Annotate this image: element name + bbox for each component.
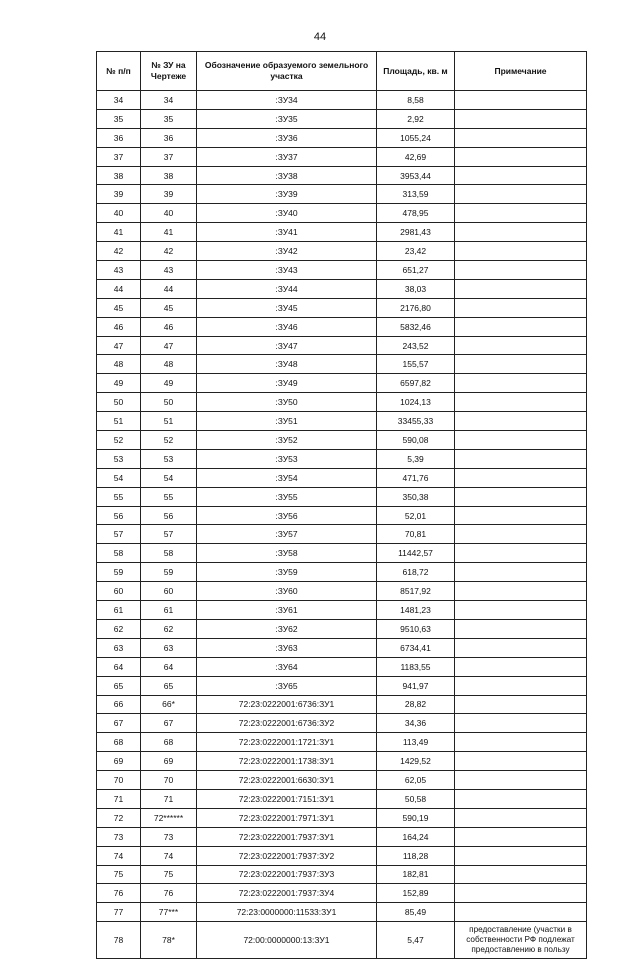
- cell-plot-designation: :ЗУ43: [197, 261, 377, 280]
- cell-plot-designation: :ЗУ65: [197, 676, 377, 695]
- cell-area: 243,52: [377, 336, 455, 355]
- cell-area: 3953,44: [377, 166, 455, 185]
- cell-plot-number: 58: [141, 544, 197, 563]
- cell-area: 52,01: [377, 506, 455, 525]
- cell-row-number: 57: [97, 525, 141, 544]
- table-row: [97, 922, 587, 959]
- cell-area: 2,92: [377, 109, 455, 128]
- cell-plot-number: 66*: [141, 695, 197, 714]
- cell-note: [455, 789, 587, 808]
- cell-note: [455, 393, 587, 412]
- table-row: [97, 374, 587, 393]
- cell-area: 5832,46: [377, 317, 455, 336]
- cell-plot-designation: 72:23:0000000:11533:ЗУ1: [197, 903, 377, 922]
- cell-plot-number: 69: [141, 752, 197, 771]
- cell-plot-designation: :ЗУ40: [197, 204, 377, 223]
- cell-plot-number: 48: [141, 355, 197, 374]
- table-row: [97, 619, 587, 638]
- cell-area: 23,42: [377, 242, 455, 261]
- cell-note: [455, 185, 587, 204]
- table-row: [97, 506, 587, 525]
- cell-plot-designation: :ЗУ53: [197, 449, 377, 468]
- cell-row-number: 34: [97, 91, 141, 110]
- table-row: [97, 393, 587, 412]
- cell-row-number: 56: [97, 506, 141, 525]
- cell-plot-designation: :ЗУ55: [197, 487, 377, 506]
- table-row: [97, 91, 587, 110]
- cell-area: 6597,82: [377, 374, 455, 393]
- cell-plot-number: 54: [141, 468, 197, 487]
- cell-area: 471,76: [377, 468, 455, 487]
- cell-area: 28,82: [377, 695, 455, 714]
- cell-plot-number: 38: [141, 166, 197, 185]
- cell-row-number: 62: [97, 619, 141, 638]
- cell-note: [455, 619, 587, 638]
- cell-note: [455, 506, 587, 525]
- cell-row-number: 46: [97, 317, 141, 336]
- cell-plot-designation: 72:23:0222001:6630:ЗУ1: [197, 771, 377, 790]
- cell-row-number: 39: [97, 185, 141, 204]
- cell-area: 38,03: [377, 279, 455, 298]
- table-body: [97, 91, 587, 959]
- cell-note: [455, 431, 587, 450]
- cell-area: 5,39: [377, 449, 455, 468]
- table-row: [97, 865, 587, 884]
- table-row: [97, 884, 587, 903]
- cell-plot-designation: :ЗУ59: [197, 563, 377, 582]
- cell-row-number: 61: [97, 601, 141, 620]
- cell-row-number: 38: [97, 166, 141, 185]
- cell-note: [455, 657, 587, 676]
- cell-note: [455, 128, 587, 147]
- table-row: [97, 261, 587, 280]
- cell-plot-number: 64: [141, 657, 197, 676]
- cell-plot-designation: :ЗУ62: [197, 619, 377, 638]
- table-row: [97, 449, 587, 468]
- land-plots-table: [96, 51, 587, 959]
- cell-plot-number: 46: [141, 317, 197, 336]
- cell-plot-number: 56: [141, 506, 197, 525]
- cell-plot-number: 77***: [141, 903, 197, 922]
- table-row: [97, 185, 587, 204]
- cell-plot-number: 34: [141, 91, 197, 110]
- table-header-row: [97, 52, 587, 91]
- cell-plot-designation: :ЗУ38: [197, 166, 377, 185]
- cell-row-number: 78: [97, 922, 141, 959]
- cell-plot-number: 40: [141, 204, 197, 223]
- cell-row-number: 74: [97, 846, 141, 865]
- cell-note: [455, 317, 587, 336]
- page-number: 44: [313, 31, 327, 43]
- table-row: [97, 336, 587, 355]
- cell-plot-designation: :ЗУ64: [197, 657, 377, 676]
- cell-plot-designation: 72:00:0000000:13:ЗУ1: [197, 922, 377, 959]
- cell-row-number: 51: [97, 412, 141, 431]
- cell-note: [455, 374, 587, 393]
- cell-note: [455, 449, 587, 468]
- cell-row-number: 53: [97, 449, 141, 468]
- cell-area: 5,47: [377, 922, 455, 959]
- cell-area: 85,49: [377, 903, 455, 922]
- table-row: [97, 279, 587, 298]
- cell-plot-designation: :ЗУ51: [197, 412, 377, 431]
- cell-note: [455, 771, 587, 790]
- cell-plot-designation: :ЗУ58: [197, 544, 377, 563]
- table-row: [97, 128, 587, 147]
- cell-note: [455, 752, 587, 771]
- cell-area: 941,97: [377, 676, 455, 695]
- cell-row-number: 60: [97, 582, 141, 601]
- cell-note: [455, 412, 587, 431]
- cell-plot-number: 73: [141, 827, 197, 846]
- cell-area: 6734,41: [377, 638, 455, 657]
- cell-plot-number: 75: [141, 865, 197, 884]
- cell-row-number: 37: [97, 147, 141, 166]
- cell-area: 651,27: [377, 261, 455, 280]
- cell-plot-designation: :ЗУ37: [197, 147, 377, 166]
- cell-note: [455, 884, 587, 903]
- cell-row-number: 64: [97, 657, 141, 676]
- cell-row-number: 48: [97, 355, 141, 374]
- cell-plot-number: 50: [141, 393, 197, 412]
- cell-row-number: 52: [97, 431, 141, 450]
- cell-plot-number: 51: [141, 412, 197, 431]
- cell-area: 42,69: [377, 147, 455, 166]
- table-row: [97, 827, 587, 846]
- table-row: [97, 109, 587, 128]
- cell-plot-number: 44: [141, 279, 197, 298]
- table-row: [97, 242, 587, 261]
- cell-note: [455, 336, 587, 355]
- table-row: [97, 733, 587, 752]
- cell-area: 118,28: [377, 846, 455, 865]
- table-row: [97, 657, 587, 676]
- cell-plot-designation: 72:23:0222001:6736:ЗУ2: [197, 714, 377, 733]
- cell-note: [455, 582, 587, 601]
- cell-area: 11442,57: [377, 544, 455, 563]
- cell-plot-designation: 72:23:0222001:7151:ЗУ1: [197, 789, 377, 808]
- table-row: [97, 544, 587, 563]
- cell-plot-designation: :ЗУ35: [197, 109, 377, 128]
- cell-plot-number: 43: [141, 261, 197, 280]
- cell-note: [455, 147, 587, 166]
- table-row: [97, 582, 587, 601]
- cell-plot-number: 76: [141, 884, 197, 903]
- table-row: [97, 695, 587, 714]
- cell-plot-number: 42: [141, 242, 197, 261]
- table-row: [97, 223, 587, 242]
- cell-plot-designation: :ЗУ41: [197, 223, 377, 242]
- cell-note: [455, 714, 587, 733]
- table-row: [97, 808, 587, 827]
- cell-note: [455, 298, 587, 317]
- cell-note: [455, 808, 587, 827]
- cell-row-number: 63: [97, 638, 141, 657]
- cell-row-number: 59: [97, 563, 141, 582]
- cell-row-number: 50: [97, 393, 141, 412]
- cell-area: 8,58: [377, 91, 455, 110]
- cell-row-number: 76: [97, 884, 141, 903]
- table-row: [97, 355, 587, 374]
- table-row: [97, 752, 587, 771]
- cell-row-number: 54: [97, 468, 141, 487]
- table-row: [97, 771, 587, 790]
- cell-note: [455, 846, 587, 865]
- cell-area: 313,59: [377, 185, 455, 204]
- cell-note: [455, 544, 587, 563]
- table-row: [97, 714, 587, 733]
- cell-area: 2176,80: [377, 298, 455, 317]
- table-row: [97, 789, 587, 808]
- cell-note: [455, 601, 587, 620]
- cell-row-number: 36: [97, 128, 141, 147]
- cell-row-number: 73: [97, 827, 141, 846]
- table-row: [97, 166, 587, 185]
- cell-plot-designation: 72:23:0222001:7937:ЗУ4: [197, 884, 377, 903]
- cell-area: 2981,43: [377, 223, 455, 242]
- cell-note: [455, 204, 587, 223]
- cell-row-number: 69: [97, 752, 141, 771]
- cell-plot-designation: :ЗУ44: [197, 279, 377, 298]
- cell-note: [455, 355, 587, 374]
- cell-plot-designation: :ЗУ39: [197, 185, 377, 204]
- header-row-number: № п/п: [97, 52, 141, 91]
- cell-note: [455, 223, 587, 242]
- cell-row-number: 72: [97, 808, 141, 827]
- cell-area: 152,89: [377, 884, 455, 903]
- cell-row-number: 55: [97, 487, 141, 506]
- cell-row-number: 47: [97, 336, 141, 355]
- table-row: [97, 487, 587, 506]
- cell-plot-designation: :ЗУ50: [197, 393, 377, 412]
- cell-note: [455, 109, 587, 128]
- table-row: [97, 601, 587, 620]
- cell-plot-number: 74: [141, 846, 197, 865]
- cell-plot-designation: 72:23:0222001:1738:ЗУ1: [197, 752, 377, 771]
- cell-row-number: 77: [97, 903, 141, 922]
- cell-row-number: 67: [97, 714, 141, 733]
- cell-row-number: 58: [97, 544, 141, 563]
- cell-area: 34,36: [377, 714, 455, 733]
- cell-area: 50,58: [377, 789, 455, 808]
- cell-row-number: 71: [97, 789, 141, 808]
- cell-area: 478,95: [377, 204, 455, 223]
- cell-plot-designation: :ЗУ63: [197, 638, 377, 657]
- cell-plot-number: 67: [141, 714, 197, 733]
- cell-plot-designation: :ЗУ45: [197, 298, 377, 317]
- cell-plot-designation: :ЗУ54: [197, 468, 377, 487]
- cell-plot-designation: :ЗУ56: [197, 506, 377, 525]
- cell-note: [455, 563, 587, 582]
- cell-note: [455, 695, 587, 714]
- cell-plot-number: 45: [141, 298, 197, 317]
- table-row: [97, 147, 587, 166]
- cell-note: [455, 91, 587, 110]
- cell-plot-designation: :ЗУ49: [197, 374, 377, 393]
- cell-plot-number: 65: [141, 676, 197, 695]
- cell-plot-number: 78*: [141, 922, 197, 959]
- table-row: [97, 563, 587, 582]
- cell-plot-designation: :ЗУ61: [197, 601, 377, 620]
- cell-plot-designation: 72:23:0222001:7971:ЗУ1: [197, 808, 377, 827]
- table-row: [97, 298, 587, 317]
- cell-note: [455, 166, 587, 185]
- cell-area: 1024,13: [377, 393, 455, 412]
- table-row: [97, 846, 587, 865]
- cell-area: 62,05: [377, 771, 455, 790]
- cell-plot-designation: 72:23:0222001:7937:ЗУ3: [197, 865, 377, 884]
- table-row: [97, 317, 587, 336]
- table-row: [97, 525, 587, 544]
- cell-area: 1055,24: [377, 128, 455, 147]
- cell-plot-designation: :ЗУ47: [197, 336, 377, 355]
- table-row: [97, 431, 587, 450]
- cell-plot-number: 57: [141, 525, 197, 544]
- cell-area: 1481,23: [377, 601, 455, 620]
- cell-plot-designation: 72:23:0222001:7937:ЗУ2: [197, 846, 377, 865]
- cell-plot-designation: :ЗУ34: [197, 91, 377, 110]
- cell-note: [455, 261, 587, 280]
- cell-row-number: 42: [97, 242, 141, 261]
- cell-note: [455, 827, 587, 846]
- cell-plot-number: 63: [141, 638, 197, 657]
- cell-note: [455, 487, 587, 506]
- cell-plot-number: 70: [141, 771, 197, 790]
- cell-area: 9510,63: [377, 619, 455, 638]
- cell-plot-number: 59: [141, 563, 197, 582]
- cell-area: 164,24: [377, 827, 455, 846]
- cell-row-number: 44: [97, 279, 141, 298]
- cell-plot-designation: :ЗУ36: [197, 128, 377, 147]
- cell-row-number: 68: [97, 733, 141, 752]
- cell-plot-number: 60: [141, 582, 197, 601]
- table-row: [97, 903, 587, 922]
- cell-area: 1429,52: [377, 752, 455, 771]
- cell-plot-number: 35: [141, 109, 197, 128]
- cell-plot-designation: 72:23:0222001:7937:ЗУ1: [197, 827, 377, 846]
- cell-area: 618,72: [377, 563, 455, 582]
- cell-note: [455, 468, 587, 487]
- cell-plot-number: 49: [141, 374, 197, 393]
- cell-row-number: 41: [97, 223, 141, 242]
- cell-row-number: 75: [97, 865, 141, 884]
- cell-area: 8517,92: [377, 582, 455, 601]
- cell-row-number: 66: [97, 695, 141, 714]
- cell-note: [455, 903, 587, 922]
- cell-row-number: 49: [97, 374, 141, 393]
- cell-plot-number: 68: [141, 733, 197, 752]
- table-row: [97, 676, 587, 695]
- header-plot-designation: Обозначение образуемого земельного участка: [197, 52, 377, 91]
- cell-area: 182,81: [377, 865, 455, 884]
- cell-plot-designation: :ЗУ60: [197, 582, 377, 601]
- header-plot-number-on-drawing: № ЗУ на Чертеже: [141, 52, 197, 91]
- cell-area: 350,38: [377, 487, 455, 506]
- cell-plot-number: 52: [141, 431, 197, 450]
- cell-row-number: 40: [97, 204, 141, 223]
- cell-plot-designation: :ЗУ42: [197, 242, 377, 261]
- cell-plot-designation: 72:23:0222001:6736:ЗУ1: [197, 695, 377, 714]
- cell-note: [455, 279, 587, 298]
- cell-plot-number: 71: [141, 789, 197, 808]
- cell-note: [455, 242, 587, 261]
- cell-note: [455, 733, 587, 752]
- cell-plot-designation: 72:23:0222001:1721:ЗУ1: [197, 733, 377, 752]
- cell-area: 1183,55: [377, 657, 455, 676]
- cell-note: [455, 525, 587, 544]
- cell-plot-designation: :ЗУ48: [197, 355, 377, 374]
- cell-area: 113,49: [377, 733, 455, 752]
- cell-note: [455, 638, 587, 657]
- cell-area: 33455,33: [377, 412, 455, 431]
- cell-note: предоставление (участки в собственности РФ подлежат предоставлению в пользу: [455, 922, 587, 959]
- cell-plot-number: 36: [141, 128, 197, 147]
- cell-plot-designation: :ЗУ52: [197, 431, 377, 450]
- cell-plot-number: 39: [141, 185, 197, 204]
- cell-plot-number: 61: [141, 601, 197, 620]
- cell-plot-designation: :ЗУ46: [197, 317, 377, 336]
- table-row: [97, 638, 587, 657]
- cell-note: [455, 676, 587, 695]
- header-area: Площадь, кв. м: [377, 52, 455, 91]
- cell-area: 590,19: [377, 808, 455, 827]
- cell-row-number: 35: [97, 109, 141, 128]
- cell-area: 70,81: [377, 525, 455, 544]
- cell-plot-number: 62: [141, 619, 197, 638]
- table-row: [97, 468, 587, 487]
- cell-plot-number: 55: [141, 487, 197, 506]
- cell-plot-number: 41: [141, 223, 197, 242]
- cell-row-number: 45: [97, 298, 141, 317]
- cell-plot-number: 53: [141, 449, 197, 468]
- cell-plot-number: 47: [141, 336, 197, 355]
- cell-row-number: 70: [97, 771, 141, 790]
- cell-plot-number: 72******: [141, 808, 197, 827]
- cell-plot-designation: :ЗУ57: [197, 525, 377, 544]
- cell-area: 155,57: [377, 355, 455, 374]
- cell-area: 590,08: [377, 431, 455, 450]
- cell-row-number: 43: [97, 261, 141, 280]
- cell-note: [455, 865, 587, 884]
- cell-plot-number: 37: [141, 147, 197, 166]
- cell-row-number: 65: [97, 676, 141, 695]
- table-row: [97, 412, 587, 431]
- header-note: Примечание: [455, 52, 587, 91]
- table-row: [97, 204, 587, 223]
